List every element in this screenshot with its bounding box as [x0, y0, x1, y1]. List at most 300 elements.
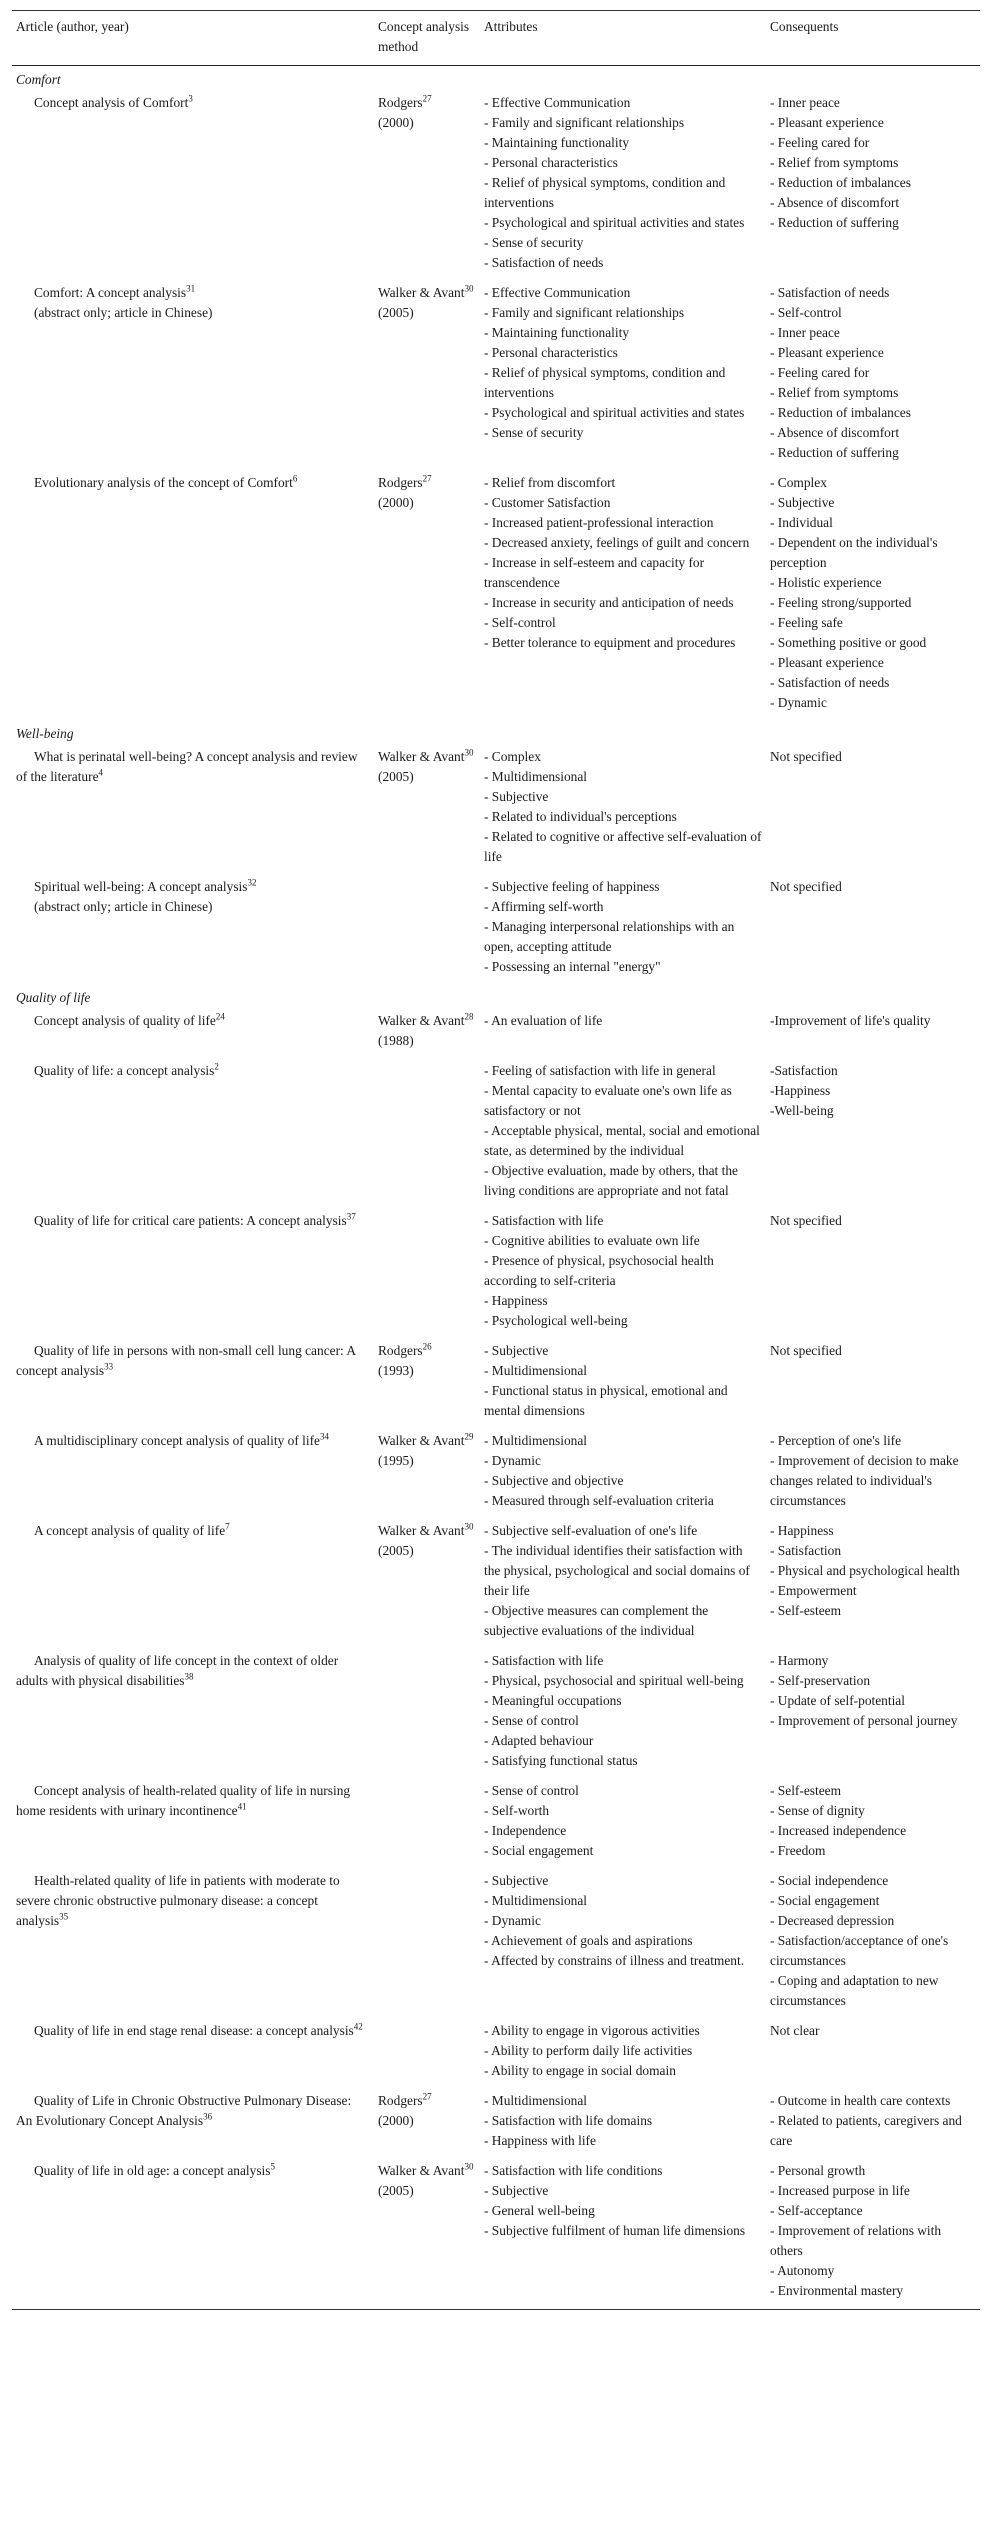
attribute-item: - Presence of physical, psychosocial health according to self-criteria: [484, 1253, 714, 1288]
consequent-item: - Satisfaction of needs: [770, 285, 890, 300]
article-title: Health-related quality of life in patients with moderate to severe chronic obstructive pulmonary disease: a concept analysis: [16, 1873, 340, 1928]
consequent-item: - Self-control: [770, 305, 842, 320]
consequent-item: - Outcome in health care contexts: [770, 2093, 951, 2108]
attributes-cell: [480, 744, 766, 874]
method-cell: [374, 1208, 480, 1338]
consequents-cell: [766, 1058, 980, 1208]
table-header-row: [12, 11, 980, 66]
consequent-item: - Satisfaction/acceptance of one's circumstances: [770, 1933, 949, 1968]
consequent-item: - Empowerment: [770, 1583, 857, 1598]
article-cell: [12, 1338, 374, 1428]
attribute-item: - Dynamic: [484, 1913, 541, 1928]
method-year: (1988): [378, 1033, 414, 1048]
table-body: [12, 66, 980, 2310]
attribute-item: - Related to cognitive or affective self-evaluation of life: [484, 829, 762, 864]
attribute-item: - Increased patient-professional interaction: [484, 515, 714, 530]
article-ref: 38: [184, 1671, 194, 1682]
article-note: (abstract only; article in Chinese): [34, 899, 213, 914]
attribute-item: - Functional status in physical, emotional and mental dimensions: [484, 1383, 728, 1418]
method-cell: [374, 1008, 480, 1058]
attribute-item: - Objective measures can complement the subjective evaluations of the individual: [484, 1603, 709, 1638]
attribute-item: - Sense of control: [484, 1713, 579, 1728]
table-row: [12, 874, 980, 984]
attribute-item: - Independence: [484, 1823, 567, 1838]
attribute-item: - Effective Communication: [484, 95, 631, 110]
consequent-item: - Feeling strong/supported: [770, 595, 912, 610]
article-ref: 5: [270, 2161, 275, 2172]
attribute-item: - Self-control: [484, 615, 556, 630]
consequents-cell: [766, 2158, 980, 2310]
attribute-item: - Relief of physical symptoms, condition and interventions: [484, 365, 726, 400]
consequents-cell: [766, 1208, 980, 1338]
consequent-item: - Pleasant experience: [770, 655, 884, 670]
method-ref: 30: [464, 1521, 474, 1532]
consequent-item: - Harmony: [770, 1653, 829, 1668]
method-cell: [374, 744, 480, 874]
article-title: Quality of life in old age: a concept analysis: [34, 2163, 271, 2178]
method-ref: 30: [464, 747, 474, 758]
method-ref: 26: [422, 1341, 432, 1352]
article-title-wrap: [16, 93, 370, 113]
attribute-item: - Achievement of goals and aspirations: [484, 1933, 693, 1948]
method-cell: [374, 90, 480, 280]
consequent-item: - Feeling cared for: [770, 365, 870, 380]
attribute-item: - Relief of physical symptoms, condition and interventions: [484, 175, 726, 210]
attributes-cell: [480, 1868, 766, 2018]
method-year: (2005): [378, 1543, 414, 1558]
article-title: A concept analysis of quality of life: [34, 1523, 226, 1538]
consequents-cell: [766, 280, 980, 470]
section-heading: Well-being: [16, 726, 74, 741]
method-name: Walker & Avant: [378, 285, 465, 300]
header-attributes: Attributes: [480, 11, 766, 66]
method-cell: [374, 2018, 480, 2088]
article-cell: [12, 874, 374, 984]
consequent-item: - Perception of one's life: [770, 1433, 902, 1448]
method-year: (2005): [378, 769, 414, 784]
article-title: Concept analysis of quality of life: [34, 1013, 216, 1028]
attribute-item: - Physical, psychosocial and spiritual well-being: [484, 1673, 744, 1688]
method-year: (1993): [378, 1363, 414, 1378]
article-title: Quality of life in end stage renal disease: a concept analysis: [34, 2023, 354, 2038]
consequent-item: - Social independence: [770, 1873, 889, 1888]
consequent-item: - Satisfaction of needs: [770, 675, 890, 690]
consequent-item: - Freedom: [770, 1843, 826, 1858]
attribute-item: - Satisfying functional status: [484, 1753, 638, 1768]
article-title: Analysis of quality of life concept in the context of older adults with physical disabilities: [16, 1653, 339, 1688]
consequent-item: - Coping and adaptation to new circumstances: [770, 1973, 939, 2008]
attribute-item: - Psychological well-being: [484, 1313, 628, 1328]
attribute-item: - Increase in security and anticipation of needs: [484, 595, 734, 610]
consequent-item: - Absence of discomfort: [770, 425, 900, 440]
attribute-item: - Happiness with life: [484, 2133, 596, 2148]
attribute-item: - Satisfaction of needs: [484, 255, 604, 270]
attribute-item: - Customer Satisfaction: [484, 495, 611, 510]
attribute-item: - Dynamic: [484, 1453, 541, 1468]
method-cell: [374, 280, 480, 470]
consequents-cell: [766, 470, 980, 720]
method-cell: [374, 1778, 480, 1868]
consequent-item: - Self-esteem: [770, 1603, 842, 1618]
method-year: (2000): [378, 495, 414, 510]
table-row: [12, 90, 980, 280]
consequent-item: - Pleasant experience: [770, 345, 884, 360]
article-ref: 42: [353, 2021, 363, 2032]
attribute-item: - Meaningful occupations: [484, 1693, 622, 1708]
consequent-item: - Reduction of imbalances: [770, 405, 911, 420]
consequent-item: - Holistic experience: [770, 575, 882, 590]
attribute-item: - Satisfaction with life: [484, 1213, 604, 1228]
method-name-line: [378, 93, 476, 113]
attribute-item: - Increase in self-esteem and capacity for transcendence: [484, 555, 705, 590]
attribute-item: - Effective Communication: [484, 285, 631, 300]
attribute-item: - Psychological and spiritual activities and states: [484, 215, 745, 230]
article-ref: 37: [346, 1211, 356, 1222]
attribute-item: - Multidimensional: [484, 769, 588, 784]
attributes-cell: [480, 1058, 766, 1208]
consequent-item: - Relief from symptoms: [770, 155, 899, 170]
method-ref: 28: [464, 1011, 474, 1022]
article-title-wrap: [16, 1651, 370, 1691]
consequent-item: - Reduction of suffering: [770, 445, 899, 460]
method-ref: 30: [464, 283, 474, 294]
attributes-cell: [480, 90, 766, 280]
consequents-cell: [766, 744, 980, 874]
method-cell: [374, 1428, 480, 1518]
table-row: [12, 1518, 980, 1648]
consequent-item: - Self-esteem: [770, 1783, 842, 1798]
attribute-item: - Possessing an internal "energy": [484, 959, 661, 974]
consequents-cell: [766, 1518, 980, 1648]
method-cell: [374, 1868, 480, 2018]
consequent-item: - Complex: [770, 475, 827, 490]
attribute-item: - Personal characteristics: [484, 345, 618, 360]
consequents-cell: [766, 2018, 980, 2088]
attribute-item: - Decreased anxiety, feelings of guilt and concern: [484, 535, 750, 550]
article-cell: [12, 2158, 374, 2310]
attributes-cell: [480, 280, 766, 470]
method-name-line: [378, 1011, 476, 1031]
table-row: [12, 2158, 980, 2310]
attribute-item: - Ability to engage in vigorous activities: [484, 2023, 700, 2038]
article-title-wrap: [16, 1431, 370, 1451]
method-name-line: [378, 2091, 476, 2111]
consequent-item: - Dependent on the individual's perception: [770, 535, 938, 570]
article-cell: [12, 1058, 374, 1208]
article-title-wrap: [16, 747, 370, 787]
table-row: [12, 2018, 980, 2088]
method-ref: 27: [422, 473, 432, 484]
method-year: (2000): [378, 115, 414, 130]
attributes-cell: [480, 874, 766, 984]
attributes-cell: [480, 2158, 766, 2310]
table-row: [12, 1208, 980, 1338]
method-ref: 29: [464, 1431, 474, 1442]
method-name: Rodgers: [378, 1343, 423, 1358]
attributes-cell: [480, 1778, 766, 1868]
article-title-wrap: [16, 1341, 370, 1381]
consequent-item: - Absence of discomfort: [770, 195, 900, 210]
attribute-item: - Happiness: [484, 1293, 548, 1308]
attributes-cell: [480, 1338, 766, 1428]
attribute-item: - Self-worth: [484, 1803, 550, 1818]
consequent-item: - Physical and psychological health: [770, 1563, 960, 1578]
method-name-line: [378, 1341, 476, 1361]
attribute-item: - Subjective: [484, 1343, 549, 1358]
consequent-item: - Increased independence: [770, 1823, 907, 1838]
article-ref: 7: [225, 1521, 230, 1532]
consequent-item: - Individual: [770, 515, 833, 530]
article-cell: [12, 1868, 374, 2018]
consequent-item: - Update of self-potential: [770, 1693, 905, 1708]
attribute-item: - Acceptable physical, mental, social and emotional state, as determined by the individual: [484, 1123, 760, 1158]
article-ref: 41: [237, 1801, 247, 1812]
article-title-wrap: [16, 1781, 370, 1821]
section-heading: Comfort: [16, 72, 61, 87]
table-row: [12, 1428, 980, 1518]
method-name-line: [378, 473, 476, 493]
consequent-item: - Feeling safe: [770, 615, 843, 630]
attribute-item: - Maintaining functionality: [484, 135, 630, 150]
table-row: [12, 470, 980, 720]
method-name: Rodgers: [378, 475, 423, 490]
article-title: Comfort: A concept analysis: [34, 285, 187, 300]
consequent-item: - Reduction of suffering: [770, 215, 899, 230]
method-ref: 30: [464, 2161, 474, 2172]
attribute-item: - Cognitive abilities to evaluate own life: [484, 1233, 700, 1248]
consequents-cell: [766, 1008, 980, 1058]
attribute-item: - Measured through self-evaluation criteria: [484, 1493, 714, 1508]
article-ref: 4: [98, 767, 104, 778]
method-name: Rodgers: [378, 2093, 423, 2108]
method-name: Walker & Avant: [378, 1433, 465, 1448]
section-row: [12, 720, 980, 744]
method-ref: 27: [422, 2091, 432, 2102]
consequent-item: -Satisfaction: [770, 1063, 838, 1078]
article-ref: 36: [203, 2111, 213, 2122]
article-title-wrap: [16, 2091, 370, 2131]
consequent-item: - Dynamic: [770, 695, 827, 710]
consequent-item: -Happiness: [770, 1083, 831, 1098]
method-name: Walker & Avant: [378, 2163, 465, 2178]
method-cell: [374, 2158, 480, 2310]
article-note: (abstract only; article in Chinese): [34, 305, 213, 320]
method-cell: [374, 2088, 480, 2158]
article-title-wrap: [16, 283, 370, 303]
article-cell: [12, 744, 374, 874]
attribute-item: - Sense of security: [484, 235, 584, 250]
method-year: (2000): [378, 2113, 414, 2128]
consequent-item: - Self-acceptance: [770, 2203, 863, 2218]
article-title: Quality of life: a concept analysis: [34, 1063, 215, 1078]
article-ref: 32: [247, 877, 257, 888]
article-title: A multidisciplinary concept analysis of quality of life: [34, 1433, 320, 1448]
attribute-item: - Subjective feeling of happiness: [484, 879, 660, 894]
attribute-item: - Subjective: [484, 2183, 549, 2198]
article-ref: 2: [214, 1061, 219, 1072]
consequent-item: - Happiness: [770, 1523, 834, 1538]
consequents-cell: [766, 2088, 980, 2158]
attribute-item: - Multidimensional: [484, 1363, 588, 1378]
article-ref: 34: [319, 1431, 329, 1442]
consequent-item: - Sense of dignity: [770, 1803, 865, 1818]
consequents-cell: [766, 874, 980, 984]
method-year: (2005): [378, 305, 414, 320]
attribute-item: - Satisfaction with life domains: [484, 2113, 653, 2128]
consequent-item: - Related to patients, caregivers and care: [770, 2113, 962, 2148]
section-row: [12, 66, 980, 91]
consequent-item: Not specified: [770, 1213, 842, 1228]
attributes-cell: [480, 1428, 766, 1518]
consequents-cell: [766, 1648, 980, 1778]
attribute-item: - Affirming self-worth: [484, 899, 604, 914]
consequent-item: - Pleasant experience: [770, 115, 884, 130]
article-title-wrap: [16, 1871, 370, 1931]
article-title: What is perinatal well-being? A concept analysis and review of the literature: [16, 749, 358, 784]
method-name: Walker & Avant: [378, 749, 465, 764]
article-title: Quality of life in persons with non-small cell lung cancer: A concept analysis: [16, 1343, 356, 1378]
consequent-item: - Increased purpose in life: [770, 2183, 910, 2198]
article-title-wrap: [16, 1211, 370, 1231]
consequents-cell: [766, 1868, 980, 2018]
article-title-wrap: [16, 2161, 370, 2181]
method-name-line: [378, 1521, 476, 1541]
consequent-item: - Something positive or good: [770, 635, 927, 650]
article-cell: [12, 1518, 374, 1648]
concept-analysis-table-container: [12, 10, 980, 2310]
article-cell: [12, 470, 374, 720]
article-title-wrap: [16, 473, 370, 493]
consequent-item: - Personal growth: [770, 2163, 866, 2178]
article-ref: 3: [188, 93, 193, 104]
consequents-cell: [766, 1338, 980, 1428]
consequent-item: - Decreased depression: [770, 1913, 895, 1928]
consequent-item: - Subjective: [770, 495, 835, 510]
article-cell: [12, 1648, 374, 1778]
article-title-wrap: [16, 1521, 370, 1541]
article-cell: [12, 1208, 374, 1338]
article-cell: [12, 2088, 374, 2158]
attribute-item: - Family and significant relationships: [484, 115, 685, 130]
attribute-item: - Mental capacity to evaluate one's own life as satisfactory or not: [484, 1083, 732, 1118]
table-row: [12, 2088, 980, 2158]
section-heading: Quality of life: [16, 990, 91, 1005]
consequent-item: - Inner peace: [770, 325, 840, 340]
attribute-item: - Multidimensional: [484, 2093, 588, 2108]
consequent-item: Not specified: [770, 879, 842, 894]
method-cell: [374, 874, 480, 984]
attribute-item: - Satisfaction with life: [484, 1653, 604, 1668]
method-name-line: [378, 2161, 476, 2181]
article-cell: [12, 1008, 374, 1058]
article-cell: [12, 1428, 374, 1518]
article-title-wrap: [16, 2021, 370, 2041]
attribute-item: - General well-being: [484, 2203, 595, 2218]
method-name: Walker & Avant: [378, 1013, 465, 1028]
article-cell: [12, 2018, 374, 2088]
attribute-item: - Subjective fulfilment of human life dimensions: [484, 2223, 746, 2238]
attributes-cell: [480, 1648, 766, 1778]
article-cell: [12, 90, 374, 280]
attribute-item: - Related to individual's perceptions: [484, 809, 677, 824]
attributes-cell: [480, 470, 766, 720]
attribute-item: - Psychological and spiritual activities and states: [484, 405, 745, 420]
concept-analysis-table: [12, 10, 980, 2310]
article-ref: 6: [292, 473, 298, 484]
attributes-cell: [480, 1008, 766, 1058]
consequent-item: -Improvement of life's quality: [770, 1013, 931, 1028]
consequent-item: - Feeling cared for: [770, 135, 870, 150]
article-title: Quality of Life in Chronic Obstructive Pulmonary Disease: An Evolutionary Concept Analysis: [16, 2093, 352, 2128]
article-title: Concept analysis of health-related quality of life in nursing home residents with urinary incontinence: [16, 1783, 351, 1818]
attribute-item: - Sense of control: [484, 1783, 579, 1798]
method-name-line: [378, 283, 476, 303]
attribute-item: - Adapted behaviour: [484, 1733, 594, 1748]
article-ref: 33: [104, 1361, 114, 1372]
table-row: [12, 1868, 980, 2018]
consequent-item: - Self-preservation: [770, 1673, 871, 1688]
attribute-item: - Relief from discomfort: [484, 475, 616, 490]
method-cell: [374, 1648, 480, 1778]
article-cell: [12, 1778, 374, 1868]
attribute-item: - The individual identifies their satisfaction with the physical, psychological and social domains of their life: [484, 1543, 750, 1598]
method-year: (1995): [378, 1453, 414, 1468]
attribute-item: - Subjective: [484, 789, 549, 804]
attributes-cell: [480, 2088, 766, 2158]
consequents-cell: [766, 1778, 980, 1868]
table-row: [12, 1338, 980, 1428]
consequent-item: Not specified: [770, 1343, 842, 1358]
attribute-item: - Subjective: [484, 1873, 549, 1888]
method-name-line: [378, 1431, 476, 1451]
attribute-item: - Subjective self-evaluation of one's life: [484, 1523, 698, 1538]
article-title-wrap: [16, 1011, 370, 1031]
method-name: Rodgers: [378, 95, 423, 110]
attribute-item: - Multidimensional: [484, 1893, 588, 1908]
method-name-line: [378, 747, 476, 767]
consequent-item: - Improvement of decision to make changes related to individual's circumstances: [770, 1453, 959, 1508]
table-row: [12, 1058, 980, 1208]
consequent-item: - Inner peace: [770, 95, 840, 110]
attribute-item: - Ability to engage in social domain: [484, 2063, 676, 2078]
attribute-item: - Multidimensional: [484, 1433, 588, 1448]
table-row: [12, 280, 980, 470]
table-row: [12, 744, 980, 874]
method-year: (2005): [378, 2183, 414, 2198]
article-title-wrap: [16, 1061, 370, 1081]
method-ref: 27: [422, 93, 432, 104]
attribute-item: - Maintaining functionality: [484, 325, 630, 340]
method-cell: [374, 1518, 480, 1648]
consequents-cell: [766, 1428, 980, 1518]
consequent-item: - Environmental mastery: [770, 2283, 904, 2298]
table-row: [12, 1778, 980, 1868]
article-title: Quality of life for critical care patients: A concept analysis: [34, 1213, 347, 1228]
method-cell: [374, 470, 480, 720]
attribute-item: - Ability to perform daily life activities: [484, 2043, 693, 2058]
consequent-item: - Relief from symptoms: [770, 385, 899, 400]
consequent-item: - Autonomy: [770, 2263, 835, 2278]
consequent-item: - Satisfaction: [770, 1543, 842, 1558]
consequents-cell: [766, 90, 980, 280]
article-ref: 35: [59, 1911, 69, 1922]
attribute-item: - Family and significant relationships: [484, 305, 685, 320]
header-consequents: Consequents: [766, 11, 980, 66]
header-method: Concept analysis method: [374, 11, 480, 66]
attribute-item: - Managing interpersonal relationships with an open, accepting attitude: [484, 919, 735, 954]
consequent-item: Not specified: [770, 749, 842, 764]
attribute-item: - Objective evaluation, made by others, that the living conditions are appropriate and not fatal: [484, 1163, 738, 1198]
